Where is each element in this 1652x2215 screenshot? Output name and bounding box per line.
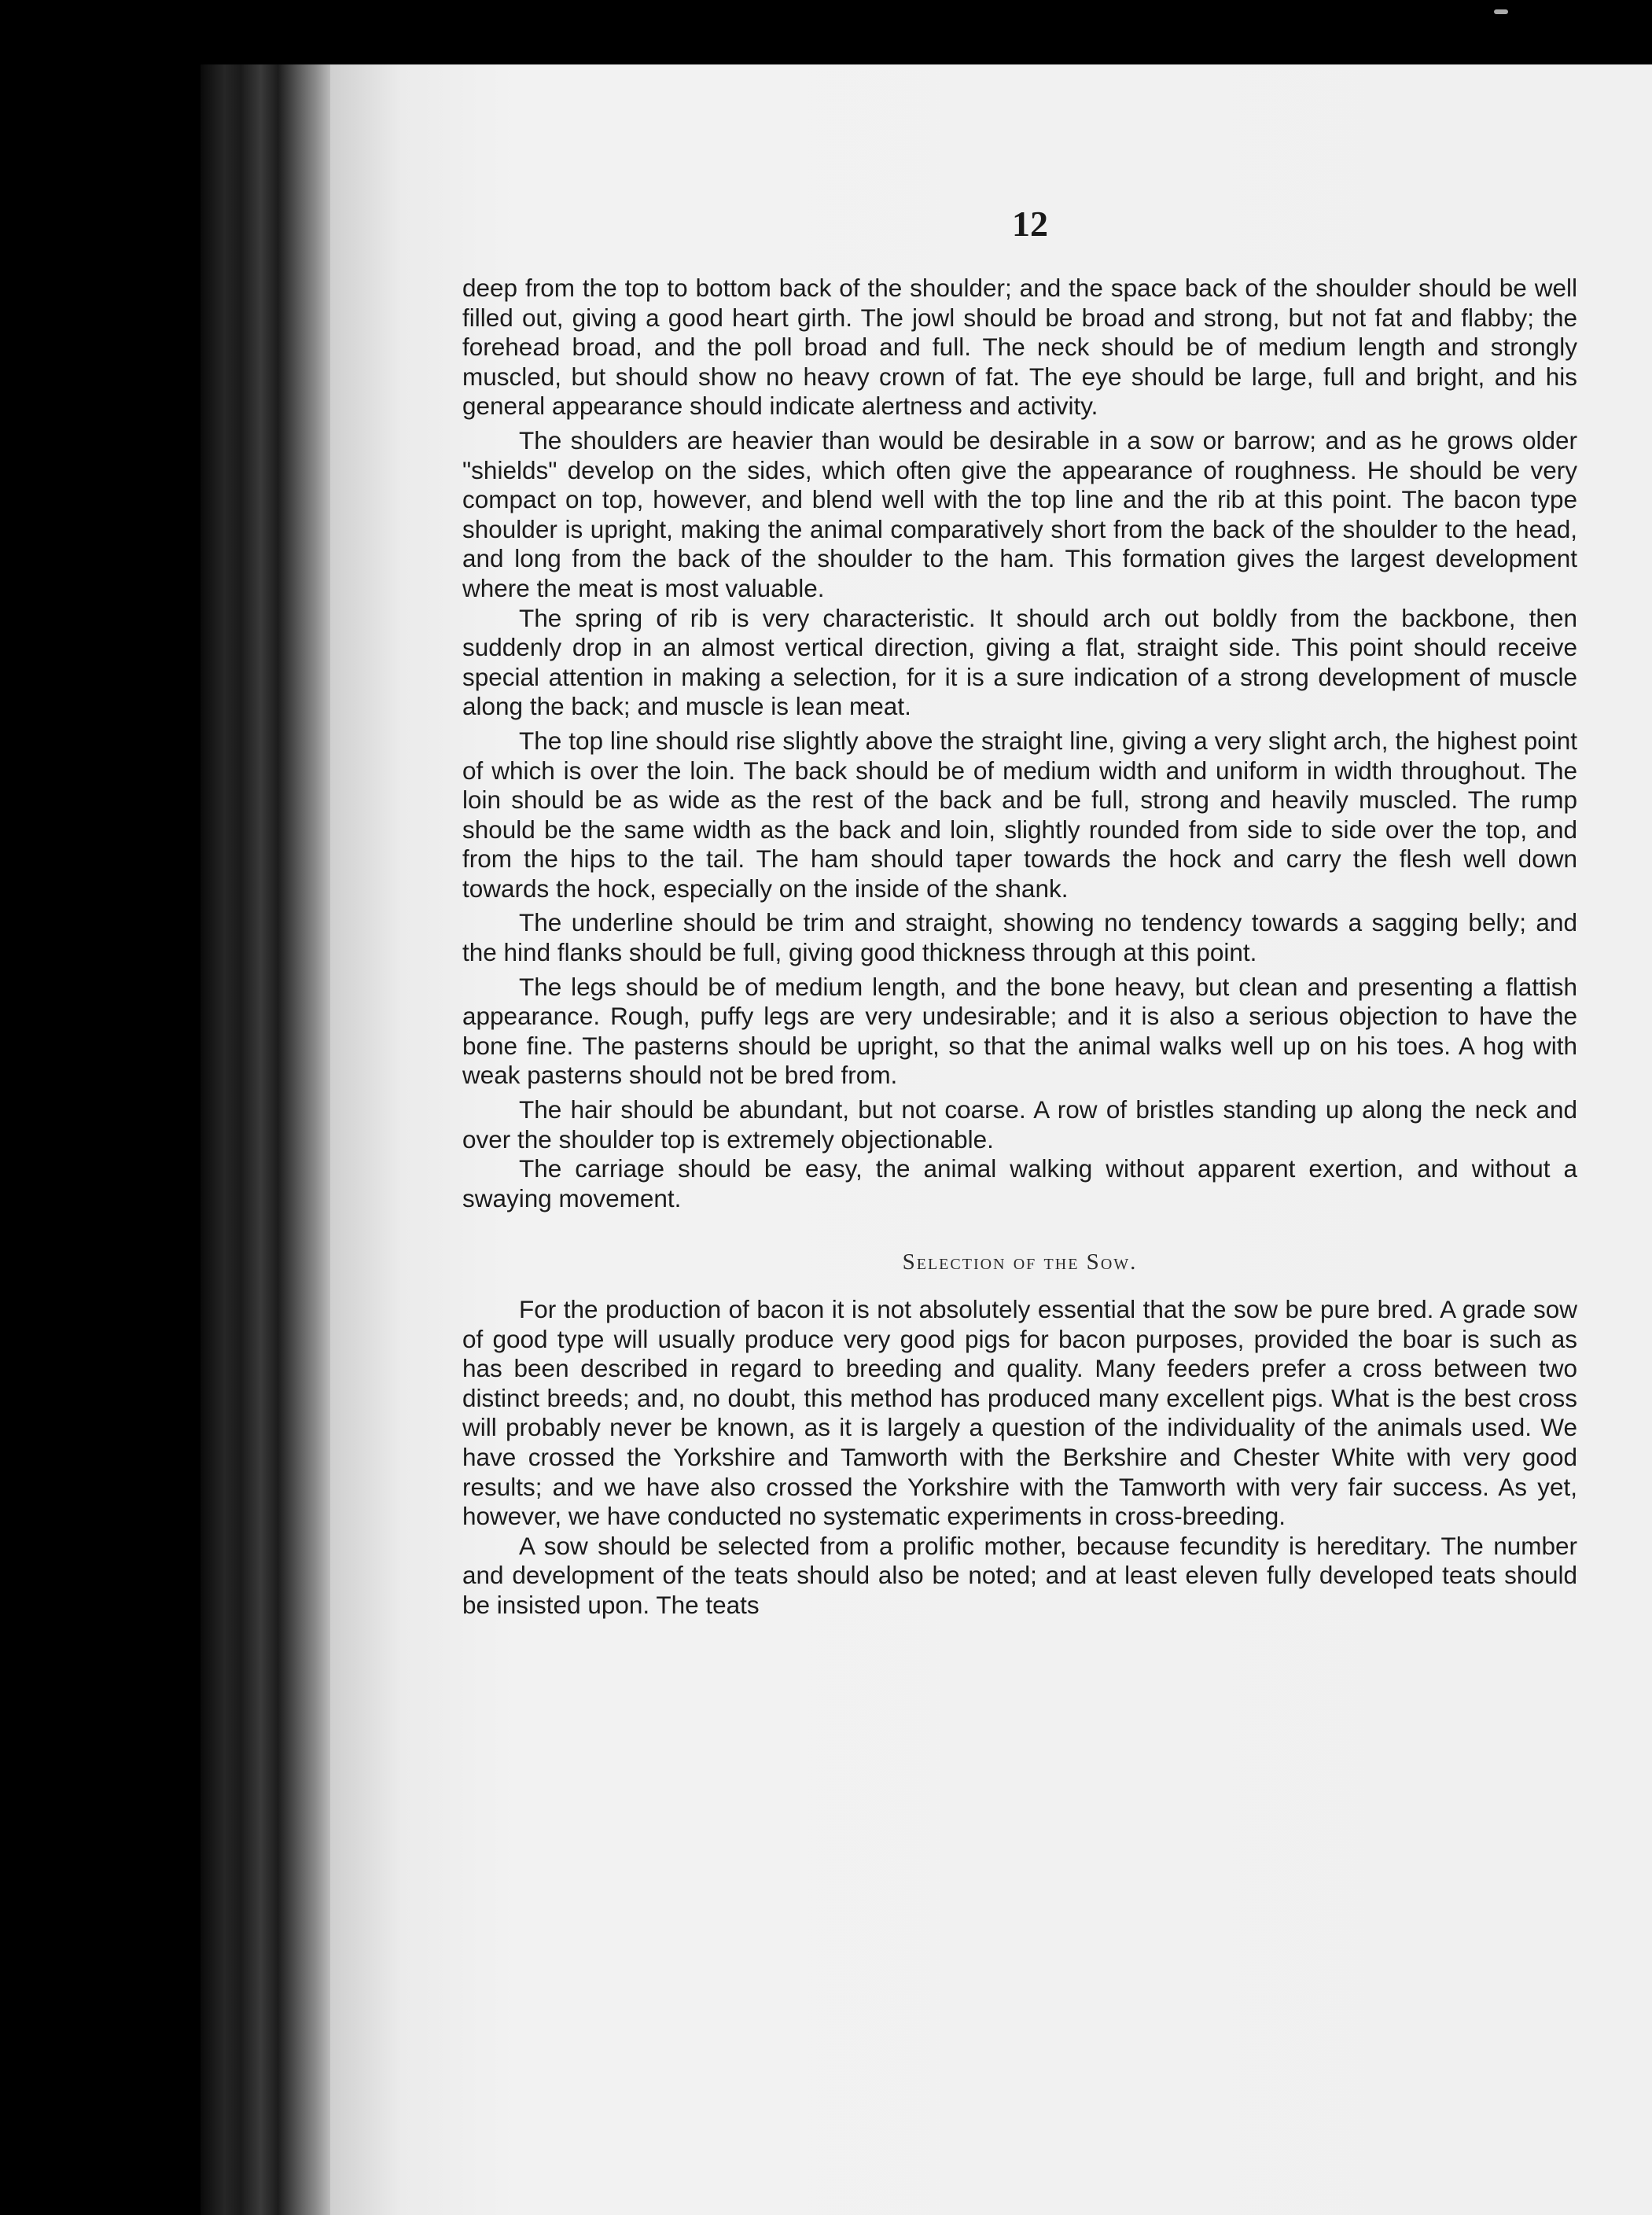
paragraph: deep from the top to bottom back of the shoulder; and the space back of the shoulder should be well filled out, giving a good heart girth. The jowl should be broad and strong, but not fat and flabby; the forehead broad, and the poll broad and full. The neck should be of medium length and strongly muscled, but should show no heavy crown of fat. The eye should be large, full and bright, and his general appearance should indicate alertness and activity. bbox=[462, 274, 1577, 421]
paragraph: The top line should rise slightly above the straight line, giving a very slight arch, the highest point of which is over the loin. The back should be of medium width and uniform in width throughout. The loin should be as wide as the rest of the back and be full, strong and heavily muscled. The rump should be the same width as the back and loin, slightly rounded from side to side over the top, and from the hips to the tail. The ham should taper towards the hock and carry the flesh well down towards the hock, especially on the inside of the shank. bbox=[462, 726, 1577, 903]
section-heading: Selection of the Sow. bbox=[902, 1249, 1138, 1275]
page-number: 12 bbox=[1012, 204, 1048, 244]
paragraph: The shoulders are heavier than would be desirable in a sow or barrow; and as he grows older "shields" develop on the sides, which often give the appearance of roughness. He should be very compact on top, however, and blend well with the top line and the rib at this point. The bacon type shoulder is upright, making the animal comparatively short from the back of the shoulder to the head, and long from the back of the shoulder to the ham. This formation gives the largest development where the meat is most valuable. bbox=[462, 425, 1577, 602]
paragraph: The legs should be of medium length, and the bone heavy, but clean and presenting a flattish appearance. Rough, puffy legs are very undesirable; and it is also a serious objection to have the bone fine. The pasterns should be upright, so that the animal walks well up on his toes. A hog with weak pasterns should not be bred from. bbox=[462, 972, 1577, 1090]
paragraph: The carriage should be easy, the animal walking without apparent exertion, and without a swaying movement. bbox=[462, 1154, 1577, 1212]
paragraph: For the production of bacon it is not absolutely essential that the sow be pure bred. A grade sow of good type will usually produce very good pigs for bacon purposes, provided the boar is such as has been described in regard to breeding and quality. Many feeders prefer a cross between two distinct breeds; and, no doubt, this method has produced many excellent pigs. What is the best cross will probably never be known, as it is largely a question of the individuality of the animals used. We have crossed the Yorkshire and Tamworth with the Berkshire and Chester White with very good results; and we have also crossed the Yorkshire with the Tamworth with very fair success. As yet, however, we have conducted no systematic experiments in cross-breeding. bbox=[462, 1295, 1577, 1531]
paragraph: The hair should be abundant, but not coarse. A row of bristles standing up along the neck and over the shoulder top is extremely objectionable. bbox=[462, 1095, 1577, 1153]
paragraph: The spring of rib is very characteristic. It should arch out boldly from the backbone, then suddenly drop in an almost vertical direction, giving a flat, straight side. This point should receive special attention in making a selection, for it is a sure indication of a strong development of muscle along the back; and muscle is lean meat. bbox=[462, 603, 1577, 721]
paragraph: The underline should be trim and straight, showing no tendency towards a sagging belly; and the hind flanks should be full, giving good thickness through at this point. bbox=[462, 908, 1577, 967]
scan-artifact bbox=[1494, 9, 1508, 14]
book-binding-gutter bbox=[201, 64, 334, 2215]
paragraph: A sow should be selected from a prolific mother, because fecundity is hereditary. The number and development of the teats should also be noted; and at least eleven fully developed teats should be insisted upon. The teats bbox=[462, 1531, 1577, 1619]
body-text bbox=[462, 274, 1577, 1621]
